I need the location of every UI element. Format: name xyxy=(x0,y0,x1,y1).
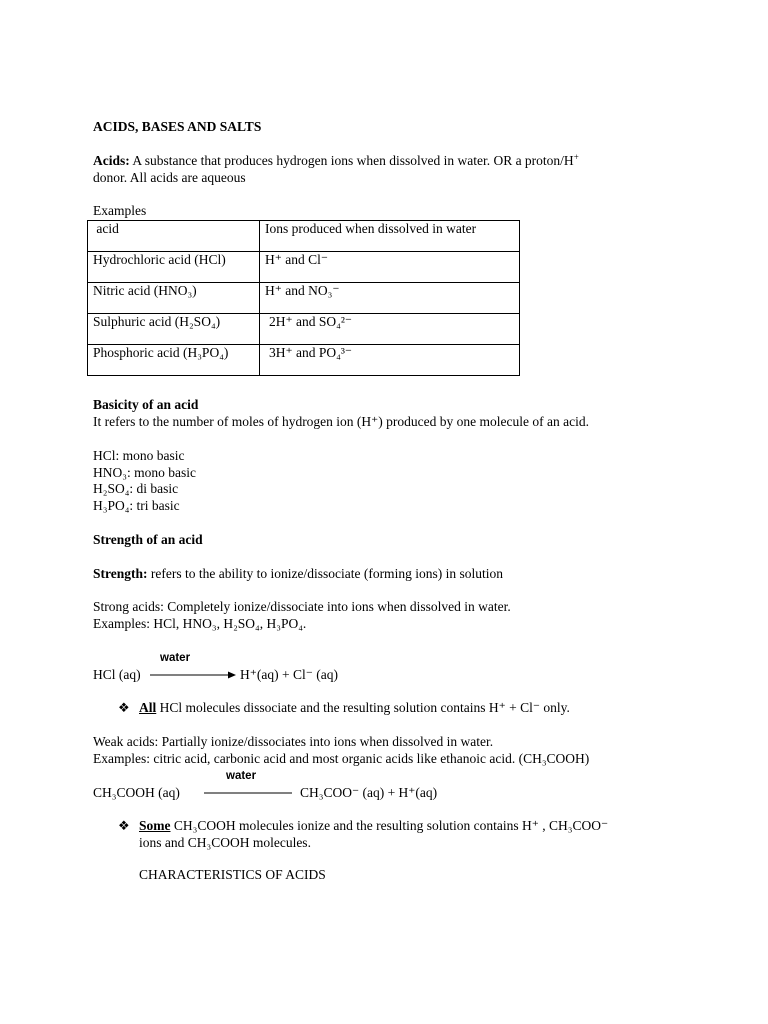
strength-definition xyxy=(93,566,503,583)
table-header-ions: Ions produced when dissolved in water xyxy=(260,221,520,252)
table-cell-ions: H⁺ and Cl⁻ xyxy=(260,252,520,283)
strength-label: Strength: xyxy=(93,566,148,581)
bullet-2-emphasis: Some xyxy=(139,818,171,833)
table-row xyxy=(88,345,520,376)
characteristics-heading: CHARACTERISTICS OF ACIDS xyxy=(139,867,326,882)
strength-text: refers to the ability to ionize/dissociate (forming ions) in solution xyxy=(147,566,503,581)
reaction-arrow-icon xyxy=(150,670,236,680)
table-cell-ions: H⁺ and NO₃⁻ xyxy=(260,283,520,314)
strong-acids-line: Strong acids: Completely ionize/dissociate into ions when dissolved in water. xyxy=(93,599,511,614)
table-cell-acid: Phosphoric acid (H₃PO₄) xyxy=(88,345,260,376)
basicity-text: It refers to the number of moles of hydrogen ion (H⁺) produced by one molecule of an acid. xyxy=(93,413,589,429)
bullet-icon: ❖ xyxy=(118,700,130,715)
weak-acids xyxy=(93,734,589,767)
table-cell-acid: Hydrochloric acid (HCl) xyxy=(88,252,260,283)
table-header-acid: acid xyxy=(88,221,260,252)
bullet-2-text: Some CH₃COOH molecules ionize and the resulting solution contains H⁺ , CH₃COO⁻ ions and CH₃COOH molecules. xyxy=(139,818,609,850)
strong-acids-examples: Examples: HCl, HNO₃, H₂SO₄, H₃PO₄. xyxy=(93,615,307,631)
equation-1-lhs: HCl (aq) xyxy=(93,667,141,682)
table-cell-ions: 2H⁺ and SO₄²⁻ xyxy=(260,314,520,345)
document-title: ACIDS, BASES AND SALTS xyxy=(93,119,262,134)
weak-acids-examples: Examples: citric acid, carbonic acid and most organic acids like ethanoic acid. (CH₃COOH) xyxy=(93,750,590,766)
table-cell-ions: 3H⁺ and PO₄³⁻ xyxy=(260,345,520,376)
list-item: H₃PO₄: tri basic xyxy=(93,497,180,513)
list-item: H₂SO₄: di basic xyxy=(93,481,179,496)
list-item: HNO₃: mono basic xyxy=(93,464,196,480)
strength-heading: Strength of an acid xyxy=(93,532,203,547)
arrow-label-water: water xyxy=(160,652,191,664)
table-row xyxy=(88,252,520,283)
bullet-1-text: All HCl molecules dissociate and the resulting solution contains H⁺ + Cl⁻ only. xyxy=(139,700,570,715)
table-row xyxy=(88,283,520,314)
reaction-line-icon xyxy=(204,788,294,798)
strong-acids xyxy=(93,599,511,632)
basicity-heading: Basicity of an acid xyxy=(93,397,199,412)
weak-acids-line: Weak acids: Partially ionize/dissociates into ions when dissolved in water. xyxy=(93,734,494,749)
basicity-section xyxy=(93,397,589,430)
table-cell-acid: Nitric acid (HNO₃) xyxy=(88,283,260,314)
arrow-label-water: water xyxy=(226,770,257,782)
acids-label: Acids: xyxy=(93,153,130,168)
equation-1-rhs: H⁺(aq) + Cl⁻ (aq) xyxy=(240,667,338,682)
equation-2-rhs: CH₃COO⁻ (aq) + H⁺(aq) xyxy=(300,785,438,800)
acids-definition: Acids: A substance that produces hydrogen ions when dissolved in water. OR a proton/H+ donor. All acids are aqueous xyxy=(93,152,579,185)
examples-label: Examples xyxy=(93,203,147,218)
acids-def-text: A substance that produces hydrogen ions when dissolved in water. OR a proton/H xyxy=(129,153,574,168)
table-row xyxy=(88,314,520,345)
list-item: HCl: mono basic xyxy=(93,448,185,463)
table-header-row xyxy=(88,221,520,252)
bullet-1-emphasis: All xyxy=(139,700,157,715)
basicity-list xyxy=(93,448,196,514)
bullet-icon: ❖ xyxy=(118,818,130,833)
equation-2-lhs: CH₃COOH (aq) xyxy=(93,785,180,800)
acids-def-text-2: donor. All acids are aqueous xyxy=(93,169,246,185)
acids-table xyxy=(87,220,520,376)
table-cell-acid: Sulphuric acid (H₂SO₄) xyxy=(88,314,260,345)
